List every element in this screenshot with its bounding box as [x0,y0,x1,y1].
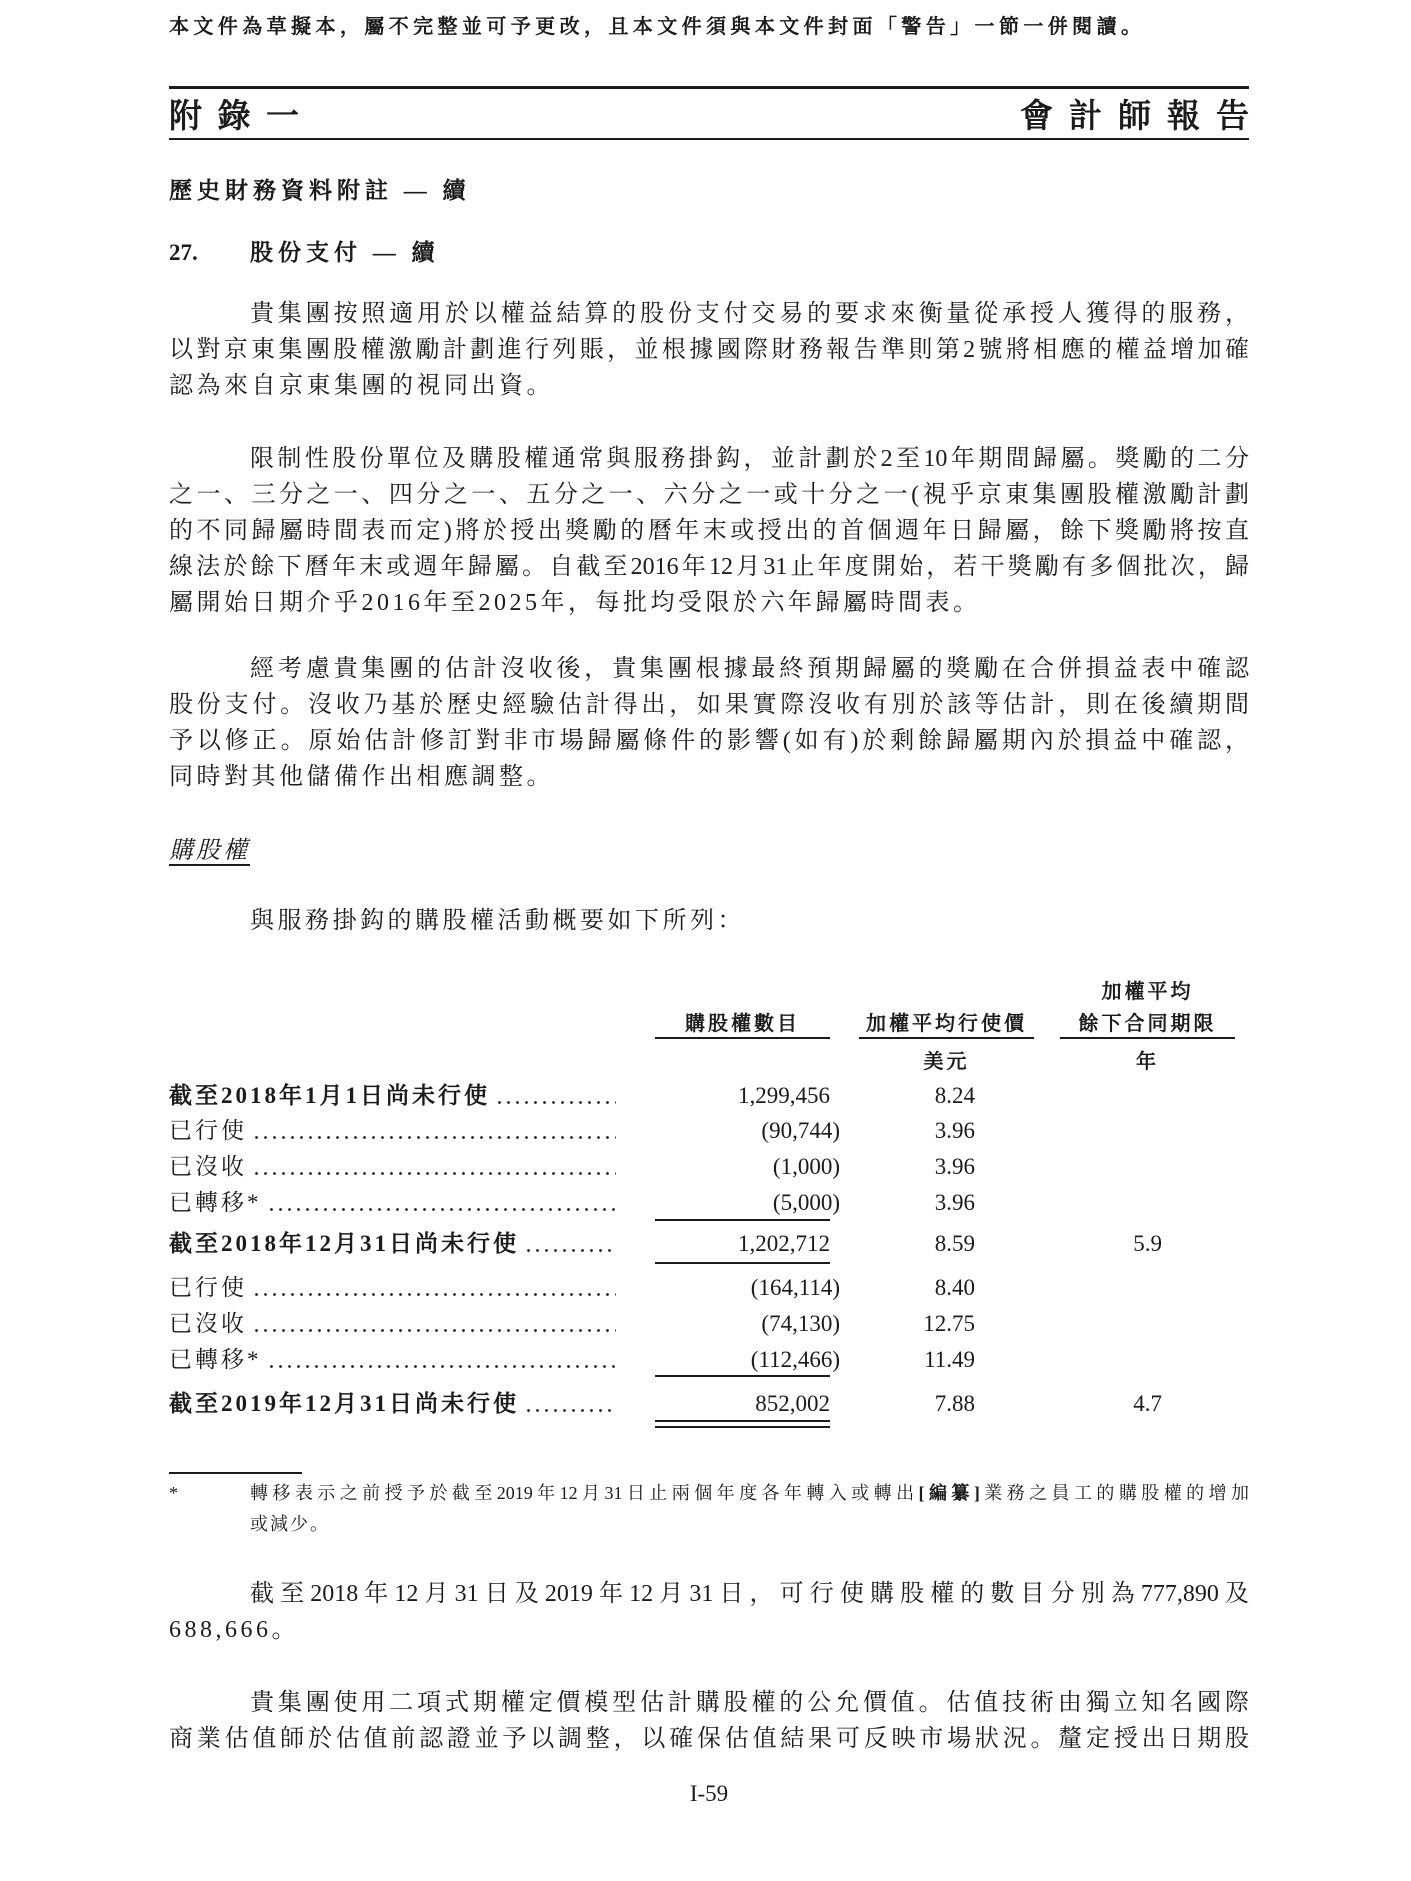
row-label [169,1114,616,1148]
row-label [169,1150,616,1184]
footnote-line: 或減少。 [250,1514,330,1534]
options-count: 1,202,712 [738,1231,830,1256]
options-count: (74,130) [761,1311,840,1336]
redacted-marker: [編纂] [918,1483,980,1503]
row-label-text: 截至2018年12月31日尚未行使 [169,1231,519,1256]
paragraph-line: 屬開始日期介乎2016年至2025年，每批均受限於六年歸屬時間表。 [169,590,981,616]
dot-leader [270,1186,617,1220]
row-label-text: 已行使 [169,1275,247,1300]
paragraph-line: 同時對其他儲備作出相應調整。 [169,764,554,790]
exercise-price: 8.40 [934,1275,975,1300]
header-term-top: 加權平均 [1101,981,1194,1003]
options-count: (164,114) [750,1275,840,1300]
table-row [0,1150,1411,1184]
header-rule-thin [169,138,1249,140]
paragraph-line: 股份支付。沒收乃基於歷史經驗估計得出，如果實際沒收有別於該等估計，則在後續期間 [169,692,1249,718]
exercise-price: 12.75 [923,1311,975,1336]
remaining-term: 4.7 [1133,1391,1162,1416]
row-label-text: 截至2018年1月1日尚未行使 [169,1083,490,1108]
row-label-text: 已行使 [169,1118,247,1143]
header-underline [655,1037,830,1039]
paragraph-line: 之一、三分之一、四分之一、五分之一、六分之一或十分之一(視乎京東集團股權激勵計劃 [169,482,1249,508]
report-title: 會計師報告 [1020,99,1249,135]
dot-leader [527,1387,616,1421]
table-row [0,1227,1411,1261]
footnote-rule [169,1472,302,1474]
dot-leader [255,1271,616,1305]
dot-leader [270,1343,617,1377]
dot-leader [255,1307,616,1341]
note-number: 27. [169,240,198,265]
options-count: (112,466) [750,1347,840,1372]
header-underline [1060,1037,1235,1039]
table-row [0,1114,1411,1148]
exercise-price: 3.96 [934,1118,975,1143]
table-row [0,1079,1411,1113]
dot-leader [527,1227,616,1261]
exercise-price: 3.96 [934,1190,975,1215]
row-label [169,1271,616,1305]
paragraph [169,1576,1249,1648]
paragraph-line: 經考慮貴集團的估計沒收後，貴集團根據最終預期歸屬的獎勵在合併損益表中確認 [250,656,1249,682]
subtotal-rule [655,1262,830,1264]
exercise-price: 7.88 [934,1391,975,1416]
header-term: 餘下合同期限 [1078,1013,1217,1035]
exercise-price: 8.24 [934,1083,975,1108]
subtotal-rule [655,1375,830,1377]
draft-disclaimer: 本文件為草擬本，屬不完整並可予更改，且本文件須與本文件封面「警告」一節一併閱讀。 [169,16,1141,38]
total-double-rule-top [655,1420,830,1422]
row-label-text: 已沒收 [169,1154,247,1179]
paragraph-line: 予以修正。原始估計修訂對非市場歸屬條件的影響(如有)於剩餘歸屬期內於損益中確認， [169,728,1249,754]
options-count: 852,002 [755,1391,830,1416]
options-count: (1,000) [772,1154,840,1179]
dot-leader [498,1079,616,1113]
table-row [0,1307,1411,1341]
row-label-text: 已轉移* [169,1190,262,1215]
paragraph-line: 的不同歸屬時間表而定)將於授出獎勵的曆年末或授出的首個週年日歸屬，餘下獎勵將按直 [169,518,1249,544]
paragraph [169,1685,1249,1757]
dot-leader [255,1150,616,1184]
footnote-text [250,1478,1249,1540]
header-rule-thick [169,86,1249,89]
footnote-marker: * [169,1483,178,1503]
header-price: 加權平均行使價 [866,1013,1027,1035]
row-label [169,1307,616,1341]
row-label [169,1227,616,1261]
table-row [0,1271,1411,1305]
exercise-price: 3.96 [934,1154,975,1179]
paragraph-line: 688,666。 [169,1617,299,1643]
header-options: 購股權數目 [685,1013,800,1035]
paragraph-line: 限制性股份單位及購股權通常與服務掛鈎，並計劃於2至10年期間歸屬。獎勵的二分 [250,446,1249,472]
exercise-price: 11.49 [924,1347,975,1372]
footnote-text-after: 業務之員工的購股權的增加 [979,1483,1250,1503]
paragraph-line: 以對京東集團股權激勵計劃進行列賬，並根據國際財務報告準則第2號將相應的權益增加確 [169,337,1249,363]
row-label [169,1186,616,1220]
paragraph-line: 認為來自京東集團的視同出資。 [169,373,554,399]
options-count: 1,299,456 [738,1083,830,1108]
page-number: I-59 [689,1781,729,1806]
subtotal-rule [655,1219,830,1221]
paragraph-line: 截至2018年12月31日及2019年12月31日，可行使購股權的數目分別為777,890及 [250,1581,1249,1607]
table-intro: 與服務掛鈎的購股權活動概要如下所列： [250,908,745,934]
exercise-price: 8.59 [934,1231,975,1256]
unit-term: 年 [1136,1051,1159,1073]
paragraph-line: 貴集團使用二項式期權定價模型估計購股權的公允價值。估值技術由獨立知名國際 [250,1690,1249,1716]
dot-leader [255,1114,616,1148]
options-count: (90,744) [761,1118,840,1143]
row-label-text: 已沒收 [169,1311,247,1336]
paragraph [169,651,1249,795]
row-label [169,1387,616,1421]
paragraph-line: 線法於餘下曆年末或週年歸屬。自截至2016年12月31止年度開始，若干獎勵有多個批次，歸 [169,554,1249,580]
section-heading: 歷史財務資料附註 — 續 [169,178,471,203]
header-underline [859,1037,1034,1039]
note-title: 股份支付 — 續 [250,240,440,265]
options-count: (5,000) [772,1190,840,1215]
appendix-title: 附錄一 [169,99,299,135]
table-row [0,1186,1411,1220]
paragraph-line: 貴集團按照適用於以權益結算的股份支付交易的要求來衡量從承授人獲得的服務， [250,301,1249,327]
table-row [0,1387,1411,1421]
footnote-line [250,1478,1249,1509]
total-double-rule-bottom [655,1426,830,1428]
row-label-text: 截至2019年12月31日尚未行使 [169,1391,519,1416]
paragraph [169,296,1249,404]
unit-price: 美元 [923,1051,970,1073]
row-label [169,1343,616,1377]
share-options-subheading: 購股權 [169,838,250,864]
footnote-text-before: 轉移表示之前授予於截至2019年12月31日止兩個年度各年轉入或轉出 [250,1483,919,1503]
paragraph-line: 商業估值師於估值前認證並予以調整，以確保估值結果可反映市場狀況。釐定授出日期股 [169,1726,1249,1752]
paragraph [169,441,1249,621]
row-label [169,1079,616,1113]
table-row [0,1343,1411,1377]
row-label-text: 已轉移* [169,1347,262,1372]
remaining-term: 5.9 [1133,1231,1162,1256]
